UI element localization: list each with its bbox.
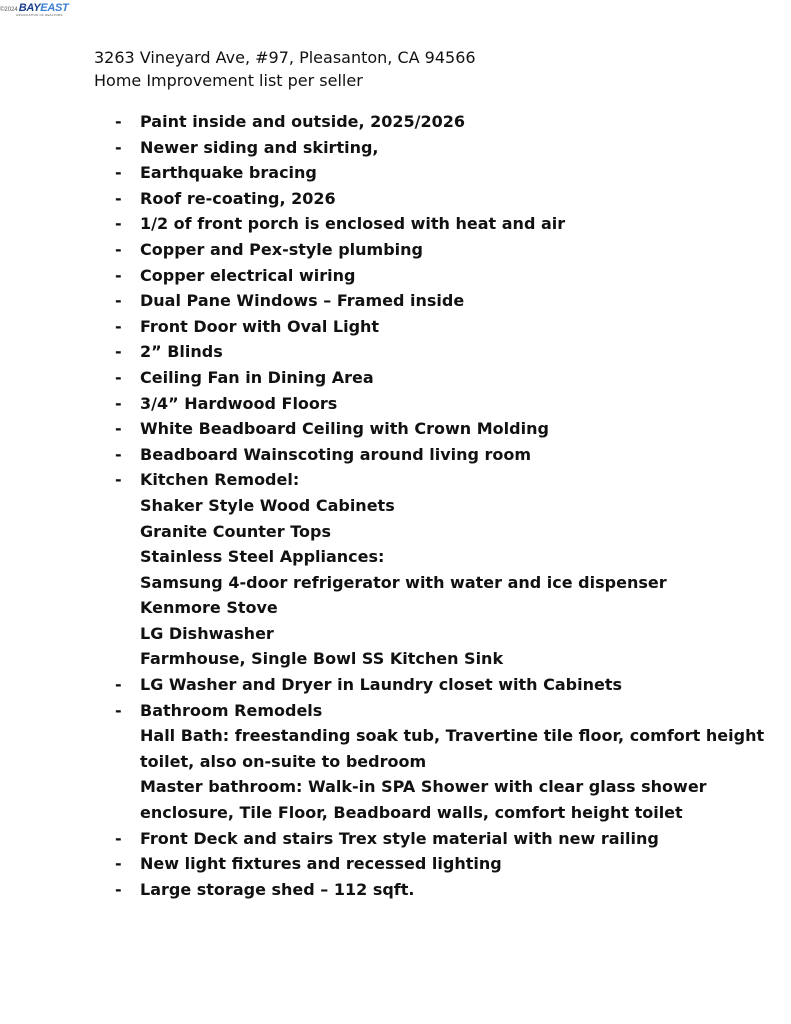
list-item: [0, 877, 791, 903]
bullet-dash: -: [115, 700, 122, 720]
list-item-text: Paint inside and outside, 2025/2026: [140, 112, 466, 131]
list-item-text: LG Washer and Dryer in Laundry closet with Cabinets: [140, 675, 623, 695]
list-item-text: Hall Bath: freestanding soak tub, Travertine tile floor, comfort height: [140, 726, 765, 746]
bullet-dash: -: [115, 163, 122, 183]
list-item-text: LG Dishwasher: [140, 623, 274, 643]
document-subtitle: Home Improvement list per seller: [94, 71, 363, 90]
list-item-continuation: [0, 774, 791, 800]
list-item-continuation: [0, 646, 791, 672]
logo-wordmark-bay: BAY: [18, 2, 41, 14]
bullet-dash: -: [115, 214, 122, 234]
bullet-dash: -: [115, 188, 122, 208]
list-item: [0, 851, 791, 877]
list-item-text: Copper and Pex-style plumbing: [140, 239, 423, 259]
bullet-dash: -: [115, 316, 122, 336]
list-item-text: Copper electrical wiring: [140, 265, 356, 285]
list-item-text: 1/2 of front porch is enclosed with heat and air: [140, 214, 566, 234]
list-item-text: Bathroom Remodels: [140, 700, 323, 720]
list-item-continuation: [0, 519, 791, 545]
bullet-dash: -: [115, 291, 122, 311]
bullet-dash: -: [115, 112, 122, 131]
list-item: [0, 416, 791, 442]
list-item: [0, 365, 791, 391]
list-item-text: Granite Counter Tops: [140, 521, 331, 541]
list-item: [0, 826, 791, 852]
list-item: [0, 160, 791, 186]
improvement-list: [0, 109, 791, 902]
list-item: [0, 391, 791, 417]
list-item: [0, 109, 791, 135]
list-item-text: Ceiling Fan in Dining Area: [140, 367, 374, 387]
bullet-dash: -: [115, 239, 122, 259]
list-item-continuation: [0, 621, 791, 647]
bullet-dash: -: [115, 342, 122, 362]
list-item-continuation: [0, 595, 791, 621]
list-item-text: Dual Pane Windows – Framed inside: [140, 291, 465, 311]
list-item-text: Kenmore Stove: [140, 598, 278, 618]
bullet-dash: -: [115, 367, 122, 387]
list-item-text: Master bathroom: Walk-in SPA Shower with clear glass shower: [140, 777, 707, 797]
bullet-dash: -: [115, 470, 122, 490]
list-item-text: Shaker Style Wood Cabinets: [140, 495, 395, 515]
list-item: [0, 698, 791, 724]
list-item-continuation: [0, 493, 791, 519]
bullet-dash: -: [115, 137, 122, 157]
list-item-continuation: [0, 570, 791, 596]
list-item: [0, 211, 791, 237]
list-item-text: Newer siding and skirting,: [140, 137, 379, 157]
list-item-text: 2” Blinds: [140, 342, 223, 362]
bullet-dash: -: [115, 265, 122, 285]
list-item-text: enclosure, Tile Floor, Beadboard walls, comfort height toilet: [140, 803, 683, 823]
list-item: [0, 288, 791, 314]
list-item-text: Earthquake bracing: [140, 163, 317, 183]
list-item-text: Large storage shed – 112 sqft.: [140, 879, 415, 899]
bullet-dash: -: [115, 393, 122, 413]
bullet-dash: -: [115, 828, 122, 848]
bullet-dash: -: [115, 854, 122, 874]
list-item-continuation: [0, 723, 791, 749]
list-item-continuation: [0, 800, 791, 826]
list-item-text: Beadboard Wainscoting around living room: [140, 444, 532, 464]
list-item-text: New light fixtures and recessed lighting: [140, 854, 502, 874]
list-item: [0, 314, 791, 340]
list-item-continuation: [0, 544, 791, 570]
list-item-text: Kitchen Remodel:: [140, 470, 300, 490]
document-header: [94, 46, 476, 92]
list-item-text: 3/4” Hardwood Floors: [140, 393, 338, 413]
bullet-dash: -: [115, 419, 122, 439]
list-item: [0, 339, 791, 365]
logo-copyright: ©2024: [0, 7, 18, 13]
list-item-text: Roof re-coating, 2026: [140, 188, 336, 208]
list-item: [0, 135, 791, 161]
list-item-text: Farmhouse, Single Bowl SS Kitchen Sink: [140, 649, 504, 669]
list-item-text: Samsung 4-door refrigerator with water and ice dispenser: [140, 572, 667, 592]
property-address: 3263 Vineyard Ave, #97, Pleasanton, CA 94566: [94, 48, 476, 67]
list-item-continuation: [0, 749, 791, 775]
bullet-dash: -: [115, 444, 122, 464]
bullet-dash: -: [115, 879, 122, 899]
list-item: [0, 467, 791, 493]
list-item-text: Front Deck and stairs Trex style material with new railing: [140, 828, 659, 848]
logo-wordmark-east: EAST: [40, 2, 69, 14]
list-item: [0, 237, 791, 263]
list-item: [0, 263, 791, 289]
list-item-text: Stainless Steel Appliances:: [140, 547, 385, 567]
bayeast-logo: [0, 2, 69, 17]
list-item: [0, 186, 791, 212]
list-item-text: Front Door with Oval Light: [140, 316, 380, 336]
list-item: [0, 672, 791, 698]
bullet-dash: -: [115, 675, 122, 695]
list-item-text: toilet, also on-suite to bedroom: [140, 751, 427, 771]
list-item-text: White Beadboard Ceiling with Crown Molding: [140, 419, 549, 439]
list-item: [0, 442, 791, 468]
logo-tagline: ASSOCIATION OF REALTORS: [16, 13, 63, 17]
